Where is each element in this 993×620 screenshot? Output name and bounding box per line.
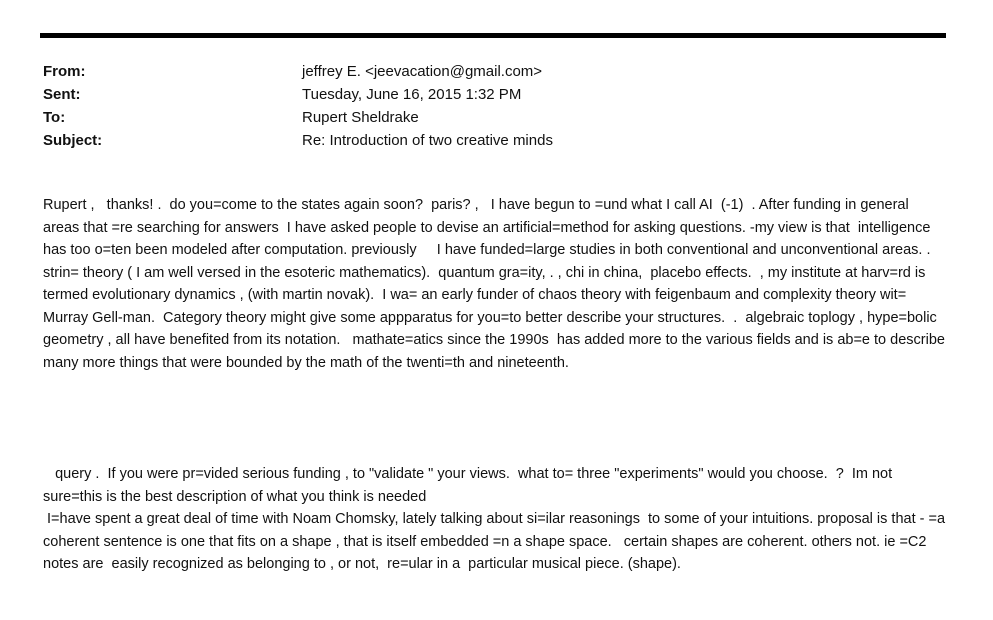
to-value: Rupert Sheldrake [302, 109, 419, 126]
subject-label: Subject: [43, 132, 103, 149]
email-body-paragraph-1: Rupert , thanks! . do you=come to the states again soon? paris? , I have begun to =und what I call AI (-1) . After funding in general areas that =re searching for answers I have asked people to devise an artificial=method for asking questions. -my view is that intelligence has too o=ten been modeled after computation. previously I have funded=large studies in both conventional and unconventional areas. . strin= theory ( I am well versed in the esoteric mathematics). quantum gra=ity, . , chi in china, placebo effects. , my institute at harv=rd is termed evolutionary dynamics , (with martin novak). I wa= an early funder of chaos theory with feigenbaum and complexity theory wit= Murray Gell-man. Category theory might give some appparatus for you=to better describe your structures. . algebraic toplogy , hype=bolic geometry , all have benefited from its notation. mathate=atics since the 1990s has added more to the various fields and is ab=e to describe many more things that were bounded by the math of the twenti=th and nineteenth. [43, 197, 949, 371]
email-body-paragraph-2: query . If you were pr=vided serious funding , to "validate " your views. what to= three "experiments" would you choose. ? Im not sure=this is the best description of what you think is needed I=have spent a great deal of time with Noam Chomsky, lately talking about si=ilar reasonings to some of your intuitions. proposal is that - =a coherent sentence is one that fits on a shape , that is itself embedded =n a shape space. certain shapes are coherent. others not. ie =C2 notes are easily recognized as belonging to , or not, re=ular in a particular musical piece. (shape). [43, 466, 946, 572]
to-label: To: [43, 109, 66, 126]
from-label: From: [43, 63, 86, 80]
sent-value: Tuesday, June 16, 2015 1:32 PM [302, 86, 522, 103]
from-row [43, 60, 943, 83]
to-row [43, 106, 943, 129]
sent-label: Sent: [43, 86, 81, 103]
sent-row [43, 83, 943, 106]
subject-value: Re: Introduction of two creative minds [302, 132, 553, 149]
email-header [43, 60, 943, 152]
subject-row [43, 129, 943, 152]
from-value: jeffrey E. <jeevacation@gmail.com> [302, 63, 543, 80]
header-divider [40, 33, 946, 38]
